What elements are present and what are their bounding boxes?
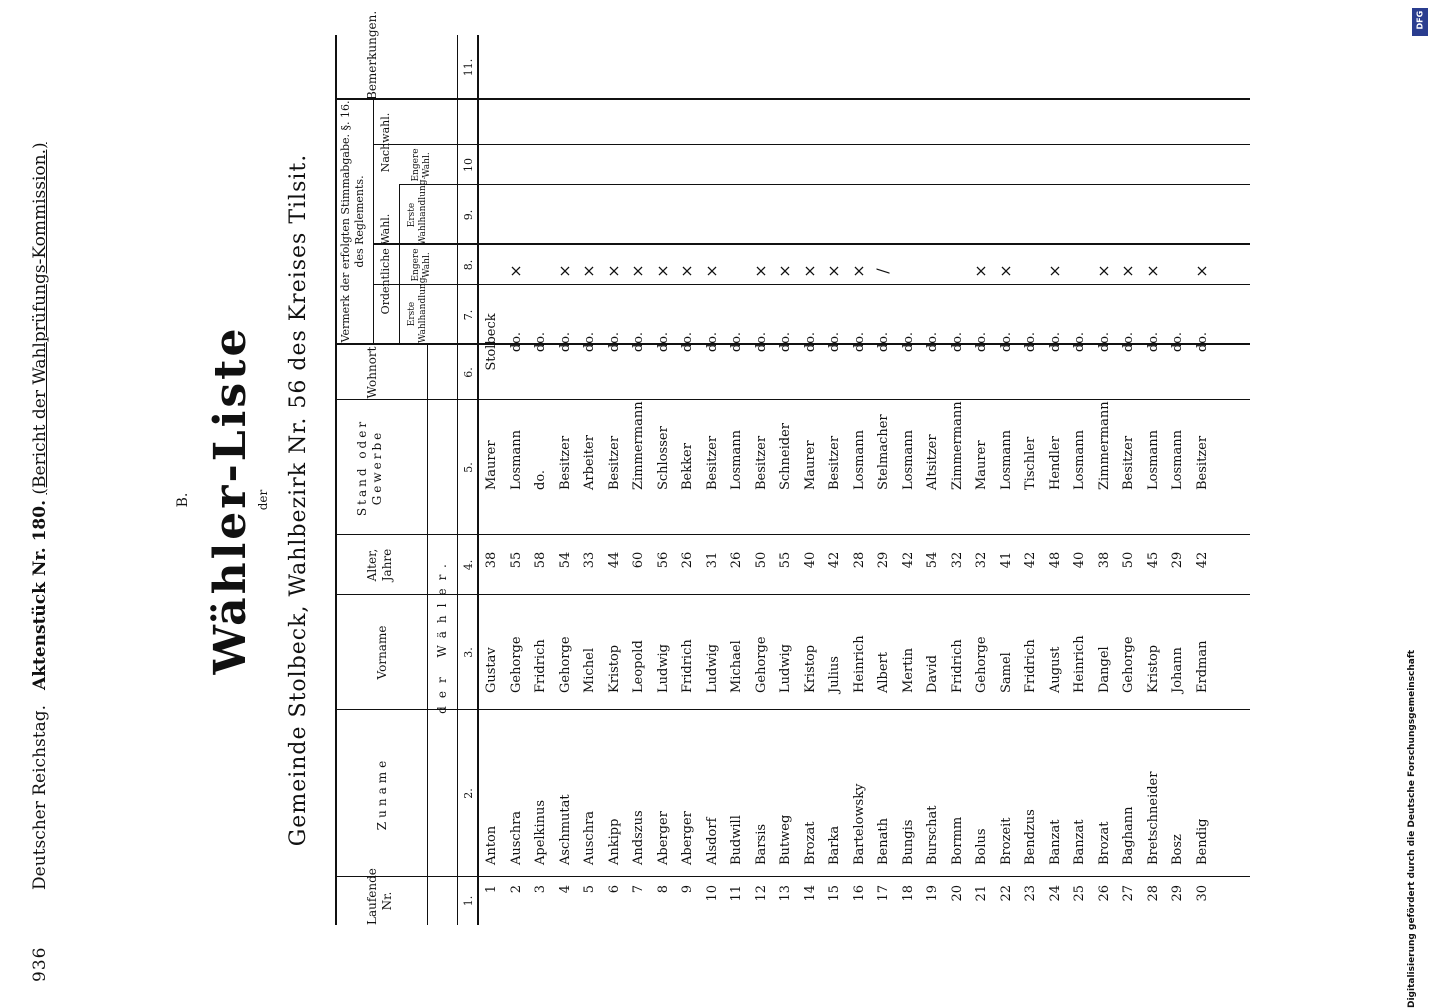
header-wohnort: Wohnort [365, 346, 379, 399]
cell-vorname: Leopold [631, 640, 646, 693]
header-alter: Alter, Jahre [365, 548, 394, 582]
cell-stand: do. [533, 469, 548, 490]
cell-wohnort: do. [876, 331, 891, 353]
cell-vorname: Kristop [1145, 644, 1161, 693]
cell-vorname: Fridrich [680, 639, 695, 693]
cell-wohnort: do. [925, 331, 940, 353]
cell-zuname: Ankipp [606, 818, 622, 865]
cell-zuname: Benath [876, 818, 891, 865]
cell-zuname: Budwill [729, 815, 744, 865]
cell-stand: Maurer [974, 440, 989, 490]
header-bemerkungen: Bemerkungen. [365, 10, 379, 100]
cell-vorname: Ludwig [778, 644, 793, 693]
header-vermerk: Vermerk der erfolgten Stimmabgabe. §. 16. des Reglements. [339, 100, 366, 343]
header-zuname: Zuname [375, 756, 389, 831]
cell-nr: 15 [827, 885, 842, 902]
cell-stand: Besitzer [704, 435, 720, 490]
table-row [1094, 35, 1117, 925]
cell-vorname: Albert [876, 652, 891, 693]
cell-zuname: Butweg [778, 814, 793, 865]
cell-zuname: Baghann [1121, 806, 1136, 865]
cell-nr: 19 [925, 885, 940, 902]
table-row [922, 35, 945, 925]
table-row [775, 35, 798, 925]
vermerk-rule [373, 100, 374, 345]
cell-vorname: Gehorge [1121, 636, 1136, 693]
cell-alter: 33 [582, 551, 597, 569]
cell-mark: × [775, 264, 794, 278]
cell-nr: 4 [557, 885, 573, 894]
cell-stand: Losmann [508, 430, 524, 490]
section-letter: B. [175, 492, 191, 508]
header-erste-wahlhandlung-1: Erste Wahlhandlung. [407, 274, 429, 343]
cell-wohnort: do. [704, 331, 720, 353]
cell-mark: × [628, 264, 647, 278]
col-number-9: 9. [462, 209, 475, 221]
header-stand: Stand oder Gewerbe [355, 418, 384, 517]
header-der-waehler: der Wähler. [435, 556, 449, 714]
dfg-watermark [1405, 8, 1431, 1008]
table-row [702, 35, 725, 925]
cell-mark: × [848, 264, 868, 278]
cell-nr: 28 [1145, 885, 1161, 902]
cell-vorname: Kristop [606, 644, 622, 693]
cell-zuname: Brozat [1096, 821, 1112, 865]
cell-mark: × [1142, 264, 1162, 278]
col-number-3: 3. [462, 647, 475, 658]
cell-vorname: Gehorge [753, 636, 769, 693]
col-number-4: 4. [462, 559, 475, 571]
cell-nr: 12 [753, 885, 769, 902]
cell-wohnort: do. [1145, 331, 1161, 353]
cell-wohnort: do. [753, 331, 769, 353]
cell-vorname: Michael [729, 640, 744, 693]
cell-alter: 38 [484, 551, 499, 569]
cell-vorname: Mertin [900, 648, 916, 693]
cell-alter: 56 [655, 551, 671, 569]
cell-zuname: Aberger [655, 811, 671, 865]
cell-stand: Besitzer [827, 435, 842, 490]
cell-stand: Bekker [680, 443, 695, 490]
header-vorname: Vorname [375, 625, 389, 680]
cell-wohnort: do. [1096, 331, 1112, 353]
cell-stand: Losmann [998, 430, 1014, 490]
cell-nr: 3 [533, 885, 548, 894]
cell-stand: Schneider [778, 422, 793, 490]
voter-table [335, 10, 1250, 925]
cell-stand: Losmann [1072, 430, 1087, 490]
cell-alter: 42 [1023, 551, 1038, 569]
cell-mark: × [1191, 264, 1211, 278]
cell-zuname: Bungis [900, 819, 916, 865]
cell-wohnort: do. [1170, 331, 1185, 353]
cell-zuname: Aschmutat [557, 794, 573, 865]
cell-nr: 7 [631, 885, 646, 894]
table-row [1118, 35, 1141, 925]
header-ordentliche: Ordentliche Wahl. [379, 213, 392, 315]
table-row [579, 35, 602, 925]
cell-vorname: Julius [827, 656, 842, 693]
table-row [555, 35, 578, 925]
cell-wohnort: do. [827, 331, 842, 353]
cell-wohnort: do. [851, 331, 867, 353]
cell-zuname: Alsdorf [704, 817, 720, 865]
cell-zuname: Anton [484, 825, 499, 865]
cell-nr: 21 [974, 885, 989, 902]
cell-nr: 8 [655, 885, 671, 894]
cell-wohnort: do. [631, 331, 646, 353]
cell-wohnort: do. [802, 331, 818, 353]
cell-mark: × [799, 264, 819, 278]
cell-wohnort: do. [949, 331, 965, 353]
cell-vorname: Gehorge [557, 636, 573, 693]
cell-alter: 55 [778, 551, 793, 569]
cell-alter: 26 [680, 551, 695, 569]
cell-wohnort: Stolbeck [484, 313, 499, 371]
table-row [1069, 35, 1092, 925]
cell-mark: × [677, 264, 696, 278]
cell-wohnort: do. [900, 331, 916, 353]
cell-nr: 14 [802, 885, 818, 902]
cell-stand: Losmann [1170, 430, 1185, 490]
cell-alter: 60 [631, 551, 646, 569]
cell-vorname: Samel [998, 652, 1014, 693]
cell-wohnort: do. [1047, 331, 1063, 353]
cell-wohnort: do. [606, 331, 622, 353]
table-row [996, 35, 1019, 925]
cell-stand: Maurer [484, 440, 499, 490]
header-erste-wahlhandlung-2: Erste Wahlhandlung. [407, 176, 429, 245]
cell-zuname: Burschat [925, 805, 940, 865]
ordentliche-rule [399, 185, 400, 345]
cell-zuname: Bosz [1170, 834, 1185, 865]
cell-nr: 2 [508, 885, 524, 894]
cell-zuname: Auschra [582, 810, 597, 865]
table-row [1020, 35, 1043, 925]
table-row [481, 35, 504, 925]
col-number-1: 1. [462, 895, 475, 907]
table-top-rule [335, 35, 337, 925]
table-row [530, 35, 553, 925]
cell-nr: 25 [1072, 885, 1087, 902]
cell-stand: Zimmermann [1096, 401, 1112, 490]
table-row [1143, 35, 1166, 925]
list-title: Wähler-Liste [205, 325, 256, 675]
cell-vorname: Gehorge [974, 636, 989, 693]
cell-wohnort: do. [729, 331, 744, 353]
cell-wohnort: do. [680, 331, 695, 353]
cell-stand: Besitzer [606, 435, 622, 490]
table-row [947, 35, 970, 925]
cell-alter: 41 [998, 551, 1014, 569]
bericht-note: (Bericht der Wahlprüfungs-Kommission.) [30, 142, 50, 495]
cell-mark: × [554, 264, 574, 278]
cell-vorname: Fridrich [533, 639, 548, 693]
watermark-text: Digitalisierung gefördert durch die Deutsche Forschungsgemeinschaft [1407, 649, 1417, 1008]
cell-stand: Arbeiter [582, 435, 597, 490]
table-row [506, 35, 529, 925]
cell-nr: 27 [1121, 885, 1136, 902]
cell-mark: × [971, 264, 990, 278]
table-header-rule [457, 35, 458, 925]
cell-vorname: Erdman [1194, 640, 1210, 693]
cell-wohnort: do. [974, 331, 989, 353]
cell-mark: × [603, 264, 623, 278]
cell-mark: × [1118, 264, 1137, 278]
cell-alter: 48 [1047, 551, 1063, 569]
table-row [726, 35, 749, 925]
cell-mark: × [824, 264, 843, 278]
table-row [800, 35, 823, 925]
cell-mark: × [750, 264, 770, 278]
cell-mark: × [579, 264, 598, 278]
cell-alter: 54 [925, 551, 940, 569]
col-number-11: 11. [462, 58, 475, 77]
cell-nr: 26 [1096, 885, 1112, 902]
der-waehler-rule [427, 345, 428, 925]
cell-vorname: Dangel [1096, 646, 1112, 693]
cell-nr: 9 [680, 885, 695, 894]
cell-mark: × [652, 264, 672, 278]
table-row [824, 35, 847, 925]
cell-alter: 50 [753, 551, 769, 569]
cell-alter: 29 [876, 551, 891, 569]
cell-vorname: Michel [582, 648, 597, 693]
journal-title: Deutscher Reichstag. [30, 705, 50, 890]
cell-zuname: Bolus [974, 828, 989, 865]
cell-nr: 6 [606, 885, 622, 894]
cell-stand: Altsitzer [925, 434, 940, 490]
table-row [604, 35, 627, 925]
cell-wohnort: do. [508, 331, 524, 353]
cell-nr: 16 [851, 885, 867, 902]
cell-wohnort: do. [1023, 331, 1038, 353]
cell-stand: Losmann [851, 430, 867, 490]
list-subtitle: Gemeinde Stolbeck, Wahlbezirk Nr. 56 des Kreises Tilsit. [286, 153, 311, 847]
cell-zuname: Bendzus [1023, 809, 1038, 865]
cell-wohnort: do. [1194, 331, 1210, 353]
col-number-10: 10 [462, 158, 475, 172]
cell-stand: Losmann [1145, 430, 1161, 490]
cell-vorname: Gehorge [508, 636, 524, 693]
cell-wohnort: do. [557, 331, 573, 353]
cell-zuname: Banzat [1072, 819, 1087, 865]
cell-alter: 50 [1121, 551, 1136, 569]
cell-vorname: Fridrich [1023, 639, 1038, 693]
table-number-rule [477, 35, 479, 925]
cell-alter: 26 [729, 551, 744, 569]
cell-nr: 20 [949, 885, 965, 902]
col-number-7: 7. [462, 309, 475, 321]
cell-mark: × [1093, 264, 1113, 278]
cell-zuname: Brozat [802, 821, 818, 865]
cell-zuname: Bretschneider [1145, 771, 1161, 865]
cell-zuname: Andszus [631, 810, 646, 865]
cell-mark: × [995, 264, 1015, 278]
cell-stand: Stelmacher [876, 414, 891, 490]
col-number-2: 2. [462, 788, 475, 799]
cell-zuname: Barka [827, 825, 842, 865]
table-row [1167, 35, 1190, 925]
table-row [898, 35, 921, 925]
cell-zuname: Aberger [680, 811, 695, 865]
cell-stand: Schlosser [655, 426, 671, 490]
dfg-logo-text: DFG [1415, 10, 1425, 30]
cell-vorname: Kristop [802, 644, 818, 693]
cell-wohnort: do. [1072, 331, 1087, 353]
cell-stand: Besitzer [1194, 435, 1210, 490]
cell-alter: 40 [802, 551, 818, 569]
cell-alter: 55 [508, 551, 524, 569]
cell-zuname: Bartelowsky [851, 783, 867, 865]
cell-stand: Losmann [729, 430, 744, 490]
cell-alter: 32 [974, 551, 989, 569]
cell-alter: 40 [1072, 551, 1087, 569]
cell-alter: 28 [851, 551, 867, 569]
cell-nr: 30 [1194, 885, 1210, 902]
table-row [1045, 35, 1068, 925]
cell-nr: 17 [876, 885, 891, 902]
cell-zuname: Auschra [508, 810, 524, 865]
cell-zuname: Brozeit [998, 817, 1014, 865]
cell-wohnort: do. [1121, 331, 1136, 353]
table-row [873, 35, 896, 925]
cell-nr: 18 [900, 885, 916, 902]
cell-alter: 44 [606, 551, 622, 569]
aktenstueck-reference [30, 142, 50, 690]
cell-vorname: Gustav [484, 647, 499, 693]
cell-mark: × [1044, 264, 1064, 278]
cell-wohnort: do. [998, 331, 1014, 353]
header-engere-wahl-2: Engere Wahl. [411, 148, 433, 182]
col-number-5: 5. [462, 462, 475, 473]
cell-wohnort: do. [778, 331, 793, 353]
cell-vorname: Ludwig [655, 644, 671, 693]
cell-nr: 10 [704, 885, 720, 902]
cell-alter: 45 [1145, 551, 1161, 569]
cell-stand: Besitzer [1121, 435, 1136, 490]
cell-wohnort: do. [582, 331, 597, 353]
table-row [751, 35, 774, 925]
table-row [1192, 35, 1215, 925]
header-engere-wahl-1: Engere Wahl. [411, 248, 433, 282]
cell-nr: 22 [998, 885, 1014, 902]
cell-alter: 42 [1194, 551, 1210, 569]
cell-stand: Besitzer [753, 435, 769, 490]
aktenstueck-number: Aktenstück Nr. 180. [30, 499, 50, 690]
cell-nr: 1 [484, 885, 499, 894]
cell-alter: 29 [1170, 551, 1185, 569]
table-row [849, 35, 872, 925]
cell-nr: 5 [582, 885, 597, 894]
cell-stand: Zimmermann [949, 401, 965, 490]
col-number-6: 6. [462, 367, 475, 378]
cell-alter: 32 [949, 551, 965, 569]
cell-wohnort: do. [655, 331, 671, 353]
cell-alter: 31 [704, 551, 720, 569]
cell-nr: 29 [1170, 885, 1185, 902]
cell-stand: Losmann [900, 430, 916, 490]
cell-mark: × [505, 264, 525, 278]
cell-nr: 11 [729, 885, 744, 902]
cell-vorname: August [1047, 646, 1063, 693]
cell-nr: 23 [1023, 885, 1038, 902]
title-der: der [256, 489, 270, 511]
cell-stand: Hendler [1047, 436, 1063, 490]
cell-alter: 38 [1096, 551, 1112, 569]
dfg-logo [1412, 8, 1428, 36]
cell-stand: Zimmermann [631, 401, 646, 490]
col-number-8: 8. [462, 259, 475, 271]
cell-mark: / [873, 268, 892, 274]
cell-zuname: Banzat [1047, 819, 1063, 865]
table-row [653, 35, 676, 925]
cell-nr: 13 [778, 885, 793, 902]
header-laufende-nr: Laufende Nr. [365, 868, 394, 925]
table-row [677, 35, 700, 925]
cell-stand: Tischler [1023, 436, 1038, 490]
cell-zuname: Bendig [1194, 818, 1210, 865]
cell-alter: 42 [827, 551, 842, 569]
cell-vorname: Heinrich [851, 635, 867, 693]
cell-zuname: Barsis [753, 823, 769, 865]
header-nachwahl: Nachwahl. [379, 112, 392, 173]
cell-vorname: David [925, 655, 940, 693]
cell-vorname: Ludwig [704, 644, 720, 693]
cell-mark: × [701, 264, 721, 278]
cell-vorname: Heinrich [1072, 635, 1087, 693]
table-row [971, 35, 994, 925]
page-number: 936 [30, 946, 50, 982]
cell-vorname: Johann [1170, 647, 1185, 693]
cell-vorname: Fridrich [949, 639, 965, 693]
cell-zuname: Apelkinus [533, 799, 548, 865]
cell-stand: Maurer [802, 440, 818, 490]
cell-stand: Besitzer [557, 435, 573, 490]
cell-zuname: Bormm [949, 816, 965, 865]
table-row [628, 35, 651, 925]
cell-alter: 58 [533, 551, 548, 569]
cell-wohnort: do. [533, 331, 548, 353]
cell-alter: 54 [557, 551, 573, 569]
cell-alter: 42 [900, 551, 916, 569]
cell-nr: 24 [1047, 885, 1063, 902]
